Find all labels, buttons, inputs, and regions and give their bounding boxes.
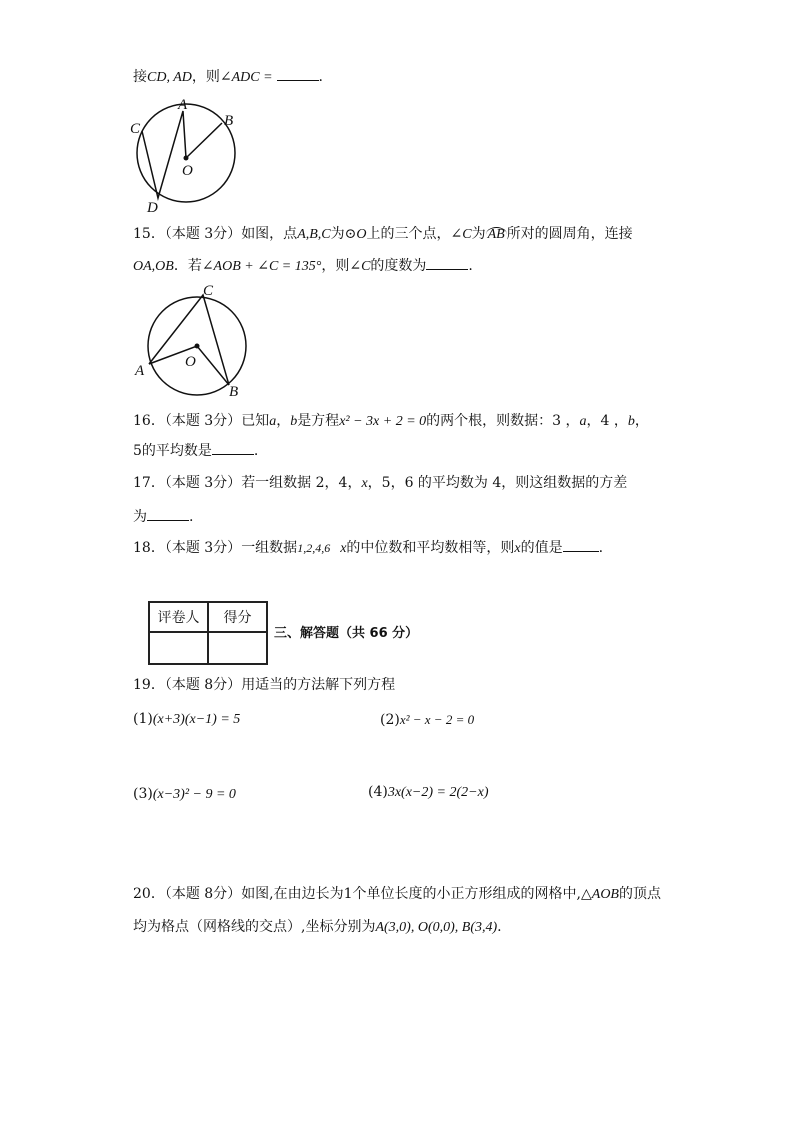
- q15-text: ．若: [173, 258, 202, 274]
- label-B: B: [229, 384, 239, 400]
- q15-points: （本题 3分）: [164, 226, 242, 242]
- q15-math: ⊙O: [344, 227, 367, 242]
- q20-line1: [133, 884, 661, 905]
- q16-text: 是方程: [297, 413, 340, 429]
- q16-text: ，: [634, 413, 649, 429]
- q18-text: 的值是: [520, 540, 563, 556]
- q16-text: ，4 ，: [586, 413, 628, 429]
- q16-number: 16．: [133, 413, 165, 429]
- q16-math: a: [579, 414, 587, 429]
- label-B: B: [224, 113, 234, 129]
- q17-text: 若一组数据 2，4，: [241, 475, 362, 491]
- q14-line: [133, 66, 323, 88]
- answer-blank: [277, 66, 319, 81]
- score-table-header-grader: 评卷人: [149, 602, 208, 632]
- q16-math: x² − 3x + 2 = 0: [339, 414, 427, 429]
- q15-text: 为: [471, 226, 486, 242]
- score-table: [148, 601, 268, 665]
- answer-blank: [147, 506, 189, 521]
- answer-blank: [426, 255, 468, 270]
- q16-line1: [133, 411, 649, 432]
- q16-text: 的两个根，则数据：3 ，: [426, 413, 580, 429]
- q19-part4: [368, 782, 488, 803]
- q15-number: 15．: [133, 226, 165, 242]
- q20-math: △AOB: [581, 887, 619, 902]
- label-O: O: [182, 163, 193, 179]
- q17-number: 17．: [133, 475, 165, 491]
- circle-figure-q15: [132, 282, 257, 402]
- q15-text: 所对的圆周角，连接: [506, 226, 633, 242]
- label-O: O: [185, 354, 196, 370]
- q18-text: 的中位数和平均数相等，则: [346, 540, 515, 556]
- q17-text: ，5，6 的平均数为 4，则这组数据的方差: [367, 475, 628, 491]
- q18-math: x: [340, 541, 347, 556]
- q14-math: CD, AD: [147, 70, 192, 85]
- q15-text: 上的三个点，: [366, 226, 451, 242]
- q20-line2: [133, 917, 502, 938]
- equation: (x+3)(x−1) = 5: [152, 712, 241, 727]
- answer-blank: [212, 440, 254, 455]
- q16-points: （本题 3分）: [164, 413, 242, 429]
- q15-math: OA,OB: [133, 259, 174, 274]
- q20-text: 均为格点（网格线的交点）,坐标分别为: [133, 919, 376, 935]
- q20-end: .: [497, 919, 502, 935]
- q19-points: （本题 8分）: [164, 677, 242, 693]
- q16-text: ，: [276, 413, 291, 429]
- q16-text: 已知: [241, 413, 270, 429]
- q18-line: [133, 537, 603, 559]
- q20-number: 20．: [133, 886, 165, 902]
- equation: (x−3)² − 9 = 0: [152, 787, 236, 802]
- label-A: A: [135, 363, 145, 379]
- q15-math: ∠C: [450, 227, 472, 242]
- score-table-header-score: 得分: [208, 602, 267, 632]
- q16-math: b: [290, 414, 298, 429]
- equation: 3x(x−2) = 2(2−x): [387, 785, 489, 800]
- q17-points: （本题 3分）: [164, 475, 242, 491]
- label-A: A: [178, 97, 188, 113]
- q17-text: 为: [133, 509, 147, 525]
- q17-math: x: [361, 476, 368, 491]
- q15-math: ∠AOB + ∠C = 135°: [201, 259, 322, 274]
- q17-line2: [133, 506, 193, 527]
- q19-number: 19．: [133, 677, 165, 693]
- q18-number: 18．: [133, 540, 165, 556]
- q20-text: 如图,在由边长为1个单位长度的小正方形组成的网格中,: [241, 886, 581, 902]
- equation: x² − x − 2 = 0: [399, 712, 475, 727]
- label-D: D: [147, 200, 158, 216]
- part-label: (3): [133, 786, 153, 802]
- q16-text: 5的平均数是: [133, 443, 212, 459]
- q15-text: 如图，点: [241, 226, 298, 242]
- answer-blank: [563, 537, 599, 552]
- q15-text: ，则: [321, 258, 350, 274]
- q15-text: 为: [330, 226, 345, 242]
- q19-part2: [380, 710, 474, 730]
- q16-line2: [133, 440, 258, 461]
- q20-points: （本题 8分）: [164, 886, 242, 902]
- q17-end: .: [189, 509, 194, 525]
- q15-arc: AB: [487, 227, 505, 242]
- score-table-cell-score: [208, 632, 267, 664]
- q19-part1: [133, 709, 240, 730]
- q20-math: A(3,0), O(0,0), B(3,4): [375, 920, 498, 935]
- part-label: (2): [380, 712, 400, 728]
- q17-line1: [133, 473, 627, 494]
- part-label: (4): [368, 784, 388, 800]
- q14-end: .: [318, 69, 323, 85]
- q18-points: （本题 3分）: [164, 540, 242, 556]
- q15-line1: [133, 224, 633, 245]
- q18-math: x: [514, 541, 521, 556]
- label-C: C: [203, 283, 214, 299]
- q15-line2: [133, 255, 473, 277]
- q16-math: b: [627, 414, 635, 429]
- q15-text: 的度数为: [370, 258, 427, 274]
- q14-text: ，则: [191, 69, 220, 85]
- q19-text: 用适当的方法解下列方程: [241, 677, 396, 693]
- score-table-cell-grader: [149, 632, 208, 664]
- section-title: 三、解答题（共 66 分）: [274, 626, 419, 641]
- q19-part3: [133, 784, 236, 805]
- q16-math: a: [269, 414, 277, 429]
- q20-text: 的顶点: [618, 886, 661, 902]
- q15-end: .: [468, 258, 473, 274]
- q16-end: .: [253, 443, 259, 459]
- circle-figure-q14: [125, 93, 245, 218]
- q18-math: 1,2,4,6: [297, 541, 331, 555]
- q15-math: ∠C: [349, 259, 371, 274]
- q18-end: .: [598, 540, 604, 556]
- q15-math: A,B,C: [297, 227, 331, 242]
- part-label: (1): [133, 711, 153, 727]
- q14-text: 接: [133, 69, 147, 85]
- q14-math: ∠ADC =: [219, 70, 273, 85]
- label-C: C: [130, 121, 141, 137]
- q19-line: [133, 675, 395, 695]
- q18-text: 一组数据: [241, 540, 298, 556]
